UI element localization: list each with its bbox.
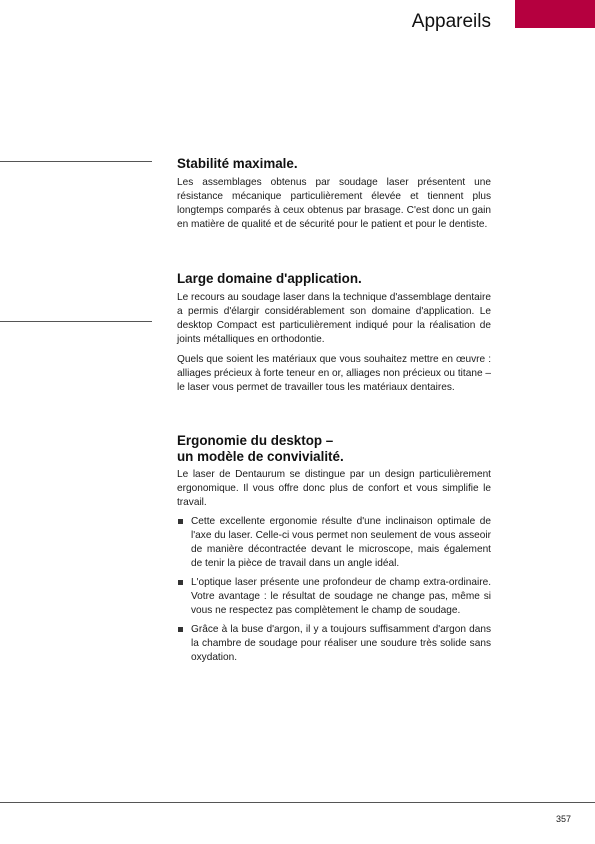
section-application — [177, 271, 491, 395]
list-item-text: Grâce à la buse d'argon, il y a toujours suffisamment d'argon dans la chambre de soudage pour réaliser une soudure très solide sans oxydation. — [191, 624, 491, 663]
section-heading-line: Ergonomie du desktop – — [177, 433, 334, 448]
section-heading: Large domaine d'application. — [177, 271, 362, 286]
page-number: 357 — [555, 814, 571, 824]
section-ergonomics — [177, 433, 491, 670]
section-heading — [177, 433, 491, 465]
bullet-list — [177, 515, 491, 665]
margin-rule — [0, 161, 152, 162]
margin-rule — [0, 321, 152, 322]
square-bullet-icon — [178, 627, 183, 632]
paragraph: Le laser de Dentaurum se distingue par un design particulièrement ergonomique. Il vous offre donc plus de confort et vous simplifie le travail. — [177, 469, 491, 508]
list-item — [177, 623, 491, 665]
list-item-text: Cette excellente ergonomie résulte d'une inclinaison optimale de l'axe du laser. Celle-ci vous permet non seulement de vous asseoir de manière décontractée devant le microscope, mais également de tenir la pièce de travail dans un angle idéal. — [191, 516, 491, 569]
section-heading-line: un modèle de convivialité. — [177, 449, 344, 464]
footer-rule — [0, 802, 595, 803]
square-bullet-icon — [178, 580, 183, 585]
page-header-title: Appareils — [411, 11, 491, 32]
header-accent-block — [515, 0, 595, 28]
square-bullet-icon — [178, 519, 183, 524]
section-stability — [177, 156, 491, 232]
paragraph: Le recours au soudage laser dans la technique d'assemblage dentaire a permis d'élargir considérablement son domaine d'application. Le desktop Compact est particulièrement indiqué pour la réalisation de joints métalliques en orthodontie. — [177, 292, 491, 345]
list-item-text: L'optique laser présente une profondeur de champ extra-ordinaire. Votre avantage : le résultat de soudage ne change pas, même si vous ne respectez pas complètement le champ de soudage. — [191, 577, 491, 616]
paragraph: Les assemblages obtenus par soudage laser présentent une résistance mécanique particulièrement élevée et tiennent plus longtemps comparés à ceux obtenus par brasage. C'est donc un gain en matière de qualité et de sécurité pour le patient et pour le dentiste. — [177, 177, 491, 230]
paragraph: Quels que soient les matériaux que vous souhaitez mettre en œuvre : alliages précieux à forte teneur en or, alliages non précieux ou titane – le laser vous permet de travailler tous les matériaux dentaires. — [177, 354, 491, 393]
list-item — [177, 515, 491, 571]
list-item — [177, 576, 491, 618]
section-heading: Stabilité maximale. — [177, 156, 298, 171]
